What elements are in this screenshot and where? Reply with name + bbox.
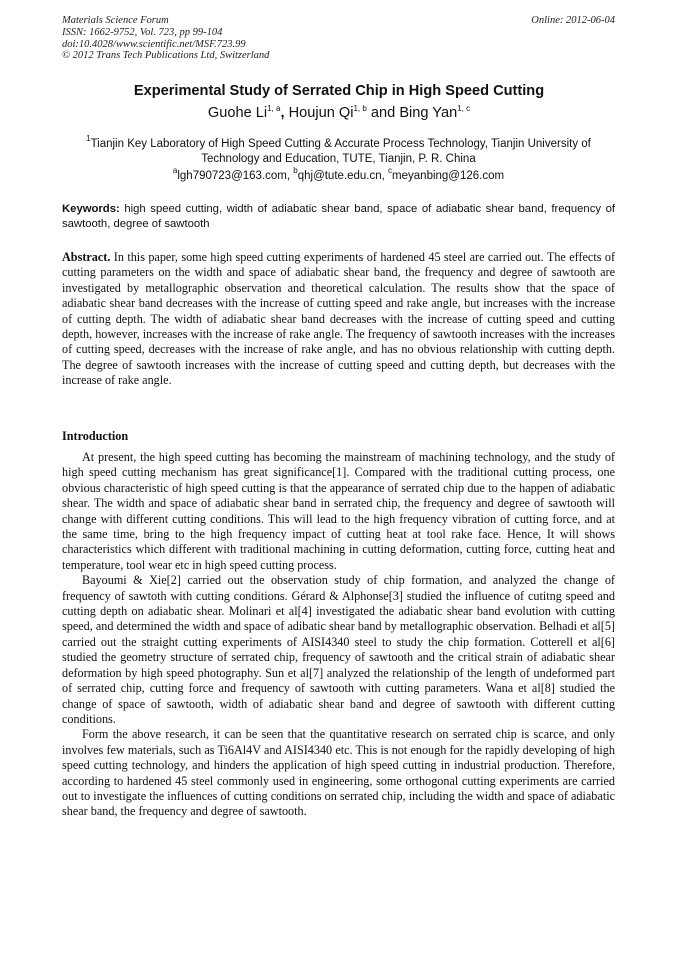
email-sup: a — [172, 166, 178, 175]
email-address: meyanbing@126.com — [392, 170, 505, 182]
keywords — [62, 202, 615, 232]
journal-name: Materials Science Forum — [62, 15, 169, 26]
section-heading-introduction: Introduction — [62, 429, 129, 443]
email-address: qhj@tute.edu.cn — [297, 170, 382, 182]
email-sup: c — [388, 166, 393, 175]
paragraph: At present, the high speed cutting has becoming the mainstream of machining technology, and the study of high speed cutting mechanism has great significance[1]. Compared with the traditional cutting process, one obvious characteristic of high speed cutting is that the appearance of serrated chip due to the happen of adiabatic shear. The width and space of adiabatic shear band in serrated chip, the frequency and degree of sawtooth will change with different cutting conditions. This will lead to the high frequency vibration of cutting force, and at the same time, bring to the high frequency impact of cutting heat at tool rake face. Hence, It will shows characteristics which different with traditional machining in cutting deformation, cutting force, cutting heat and temperature, tool wear etc in high speed cutting process. — [62, 450, 615, 572]
email-sup: b — [293, 166, 298, 175]
author-sup: 1, c — [457, 104, 471, 113]
doi-line: doi:10.4028/www.scientific.net/MSF.723.99 — [62, 38, 246, 50]
abstract-text: In this paper, some high speed cutting experiments of hardened 45 steel are carried out. The effects of cutting parameters on the width and space of adiabatic shear band, the frequency and degree of sawtooth are investigated by metallographic observation and theoretical calculation. The results show that the space of adiabatic shear band decreases with the increase of cutting speed and rake angle, but increases with the increase of cutting depth. The width of adiabatic shear band decreases with the increase of cutting speed and cutting depth, however, increases with the increase of rake angle. The frequency of sawtooth increases with the increases of cutting speed, decreases with the increase of rake angle, and has no obvious relationship with cutting depth. The degree of sawtooth increases with the increase of cutting speed and cutting depth, but decreases with the increase of rake angle. — [62, 250, 616, 388]
author-name: Bing Yan — [399, 105, 458, 121]
keywords-text: high speed cutting, width of adiabatic shear band, space of adiabatic shear band, frequency of sawtooth, degree of sawtooth — [62, 203, 615, 230]
copyright-line: © 2012 Trans Tech Publications Ltd, Switzerland — [62, 50, 270, 62]
author-sup: 1, b — [353, 104, 367, 113]
email-address: lgh790723@163.com — [177, 170, 287, 182]
affiliation-sup: 1 — [86, 134, 91, 143]
affiliation — [62, 131, 615, 167]
abstract-label: Abstract. — [62, 250, 111, 264]
online-date: Online: 2012-06-04 — [531, 15, 615, 26]
affiliation-text: Tianjin Key Laboratory of High Speed Cutting & Accurate Process Technology, Tianjin University of Technology and Education, TUTE, Tianjin, P. R. China — [90, 138, 591, 165]
author-sup: 1, a — [267, 104, 281, 113]
paper-title: Experimental Study of Serrated Chip in High Speed Cutting — [133, 83, 545, 99]
journal-header — [62, 15, 615, 62]
abstract — [62, 250, 615, 389]
author-name: Guohe Li — [207, 105, 268, 121]
author-name: Houjun Qi — [288, 105, 354, 121]
author-separator: and — [370, 105, 396, 121]
introduction-body — [62, 450, 615, 820]
issn-line: ISSN: 1662-9752, Vol. 723, pp 99-104 — [62, 26, 223, 38]
author-list — [40, 104, 638, 121]
paragraph: Bayoumi & Xie[2] carried out the observation study of chip formation, and analyzed the change of frequency of sawtoth with cutting conditions. Gérard & Alphonse[3] studied the influence of cutitng speed and cutting depth on adiabatic shear. Molinari et al[4] investigated the adiabatic shear band evolution with cutting speed, and determined the width and space of adibatic shear band by metallographic observation. Belhadi et al[5] carried out the straight cutting experiments of AISI4340 steel to study the chip formation. Cotterell et al[6] studied the geometry structure of serrated chip, frequency of sawtooth and the critical strain of adiabatic shear deformation by high speed photography. Sun et al[7] analyzed the relationship of the length of undeformed part of serrated chip, cutting force and frequency of sawtooth with cutting parameters. Wana et al[8] studied the change of space of sawtooth, width of adiabatic shear band and degree of sawtooth with different cutting conditions. — [62, 573, 615, 726]
author-separator: , — [280, 105, 285, 121]
keywords-label: Keywords: — [62, 203, 120, 215]
paragraph: Form the above research, it can be seen that the quantitative research on serrated chip is scarce, and only involves few materials, such as Ti6Al4V and AISI4340 etc. This is not enough for the rapidly developing of high speed cutting technology, and hinders the application of high speed cutting in industrial production. Therefore, according to hardened 45 steel commonly used in engineering, some orthogonal cutting experiments are carried out to investigate the influences of cutting conditions on serrated chip, including the width and space of adiabatic shear band, the frequency and degree of sawtooth. — [62, 727, 615, 819]
email-list: $^a$lgh790723@163.com, $^b$qhj@tute.edu.cn, $^c$meyanbing@126.com — [172, 166, 505, 182]
